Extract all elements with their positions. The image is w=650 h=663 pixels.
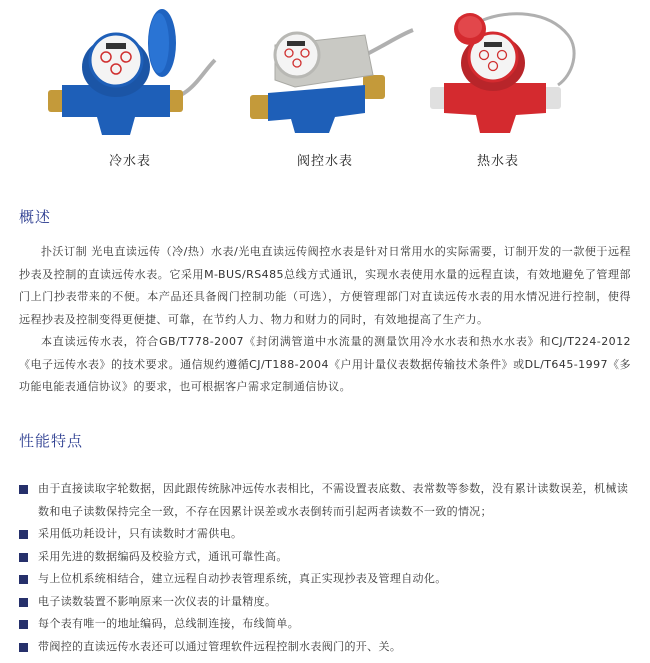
feature-text: 由于直接读取字轮数据，因此跟传统脉冲远传水表相比，不需设置表底数、表常数等参数，没有累计读数误差，机械读数和电子读数保持完全一致，不存在因累计误差或水表倒转而引起两者读数不一致的情况； [38, 482, 629, 518]
product-valve-control-meter [235, 0, 415, 175]
overview-heading: 概述 [19, 208, 52, 226]
square-bullet-icon [19, 598, 28, 607]
cold-water-meter-image [40, 5, 220, 145]
square-bullet-icon [19, 575, 28, 584]
features-list [19, 478, 631, 658]
product-gallery [0, 0, 650, 175]
square-bullet-icon [19, 620, 28, 629]
features-heading: 性能特点 [19, 432, 84, 450]
overview-paragraph-1: 扑沃订制 光电直读远传（冷/热）水表/光电直读远传阀控水表是针对日常用水的实际需要，订制开发的一款便于远程抄表及控制的直读远传水表。它采用M-BUS/RS485总线方式通讯，实现水表使用水量的远程直读，有效地避免了管理部门上门抄表带来的不便。本产品还具备阀门控制功能（可选），方便管理部门对直读远传水表的用水情况进行控制，使得远程抄表及控制变得更便捷、可靠，在节约人力、物力和财力的同时，有效地提高了生产力。 [19, 245, 631, 326]
feature-text: 电子读数装置不影响原来一次仪表的计量精度。 [38, 594, 277, 608]
product-cold-water-meter [40, 0, 220, 175]
product-caption: 冷水表 [108, 154, 151, 169]
feature-text: 带阀控的直读远传水表还可以通过管理软件远程控制水表阀门的开、关。 [38, 639, 402, 653]
product-hot-water-meter [408, 0, 588, 175]
feature-item [19, 546, 631, 569]
square-bullet-icon [19, 553, 28, 562]
feature-item [19, 636, 631, 659]
square-bullet-icon [19, 530, 28, 539]
feature-item [19, 613, 631, 636]
feature-text: 每个表有唯一的地址编码，总线制连接，布线简单。 [38, 617, 300, 630]
overview-paragraph-2: 本直读远传水表，符合GB/T778-2007《封闭满管道中水流量的测量饮用冷水水表和热水水表》和CJ/T224-2012《电子远传水表》的技术要求。通信规约遵循CJ/T188-2004《户用计量仪表数据传输技术条件》或DL/T645-1997《多功能电能表通信协议》的要求，也可根据客户需求定制通信协议。 [19, 335, 631, 393]
product-caption: 热水表 [476, 154, 519, 169]
hot-water-meter-image [408, 5, 588, 145]
feature-item [19, 478, 631, 523]
feature-item [19, 591, 631, 614]
feature-text: 与上位机系统相结合，建立远程自动抄表管理系统，真正实现抄表及管理自动化。 [38, 572, 447, 585]
square-bullet-icon [19, 643, 28, 652]
square-bullet-icon [19, 485, 28, 494]
feature-item [19, 523, 631, 546]
product-caption: 阀控水表 [296, 154, 353, 169]
valve-control-meter-image [235, 5, 415, 145]
feature-text: 采用先进的数据编码及校验方式，通讯可靠性高。 [38, 549, 288, 563]
feature-text: 采用低功耗设计，只有读数时才需供电。 [38, 527, 243, 540]
feature-item [19, 568, 631, 591]
